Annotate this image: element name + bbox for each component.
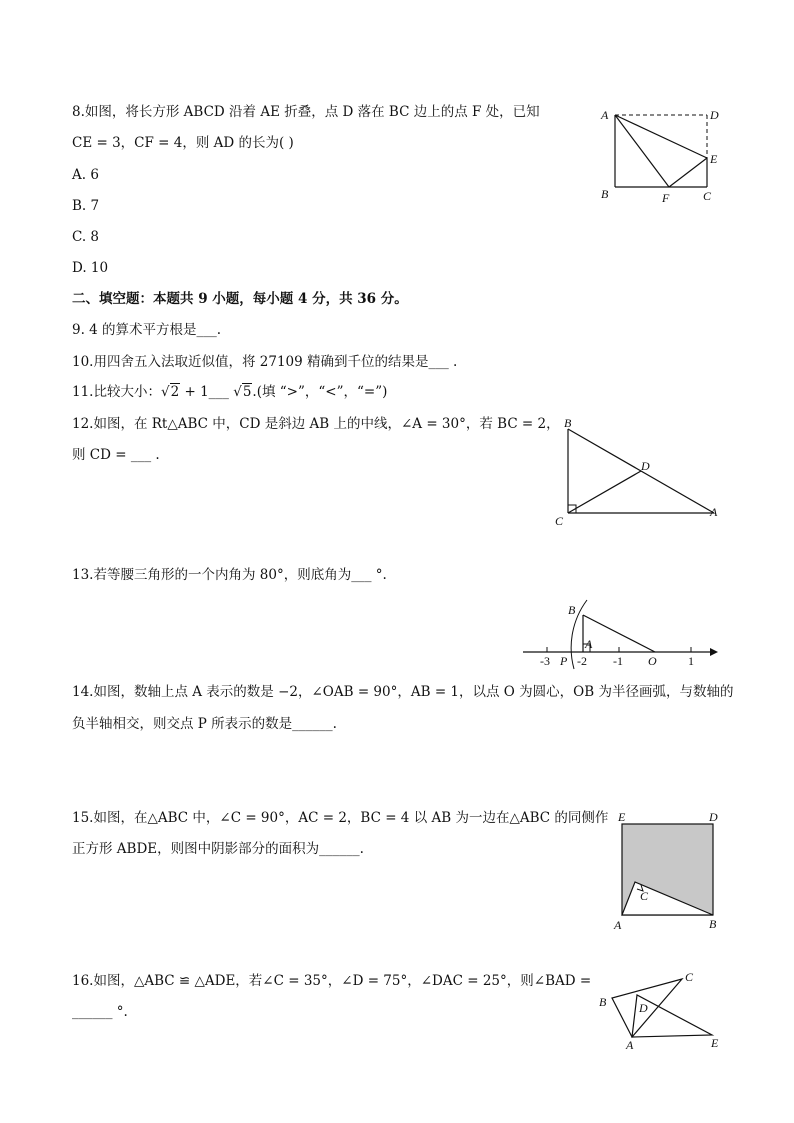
q8-label-b: B — [601, 187, 609, 201]
q16-label-a: A — [626, 1038, 634, 1052]
q8-label-a: A — [601, 108, 609, 122]
q11-mid: + 1___ — [180, 384, 234, 400]
q15-label-d: D — [709, 810, 718, 824]
q15-stem-line1: 15.如图，在△ABC 中，∠C = 90°，AC = 2，BC = 4 以 AB 为一边在△ABC 的同侧作 — [72, 810, 609, 826]
q14-tick-minus3: -3 — [540, 654, 550, 668]
q14-tick-minus1: -1 — [613, 654, 623, 668]
q12-label-d: D — [641, 459, 650, 473]
q11-prefix: 11.比较大小： — [72, 384, 161, 400]
q9-stem: 9. 4 的算术平方根是___. — [72, 322, 222, 338]
q15-label-e: E — [618, 810, 626, 824]
q10-stem: 10.用四舍五入法取近似值，将 27109 精确到千位的结果是___ . — [72, 354, 458, 370]
q15-label-c: C — [640, 889, 649, 903]
q11-stem — [72, 383, 387, 401]
q8-stem-line2: CE = 3，CF = 4，则 AD 的长为( ) — [72, 135, 294, 151]
q8-stem-line1: 8.如图，将长方形 ABCD 沿着 AE 折叠，点 D 落在 BC 边上的点 F 处，已知 — [72, 104, 540, 120]
q14-tick-minus2: -2 — [577, 654, 587, 668]
section-title-fill-in: 二、填空题：本题共 9 小题，每小题 4 分，共 36 分。 — [72, 291, 408, 307]
q12-triangle-figure — [550, 415, 730, 530]
q14-label-o: O — [648, 654, 657, 668]
q12-label-a: A — [710, 505, 718, 519]
q11-sqrt-b: √5 — [233, 384, 252, 400]
q8-label-e: E — [710, 152, 718, 166]
q8-option-d: D. 10 — [72, 260, 109, 276]
q14-stem-line2: 负半轴相交，则交点 P 所表示的数是______. — [72, 716, 337, 732]
q14-label-p: P — [560, 654, 568, 668]
q8-rectangle-figure — [595, 105, 730, 205]
q16-congruent-triangles-figure — [595, 965, 730, 1055]
q14-number-line-figure — [518, 595, 723, 670]
q15-label-b: B — [709, 917, 717, 931]
q8-label-c: C — [703, 189, 712, 203]
q12-stem-line1: 12.如图，在 Rt△ABC 中，CD 是斜边 AB 上的中线，∠A = 30°，若 BC = 2， — [72, 416, 560, 432]
q14-stem-line1: 14.如图，数轴上点 A 表示的数是 −2，∠OAB = 90°，AB = 1，以点 O 为圆心，OB 为半径画弧，与数轴的 — [72, 684, 734, 700]
q16-label-d: D — [639, 1001, 648, 1015]
q11-suffix: .(填 “>”，“<”，“=”) — [252, 384, 388, 400]
q15-label-a: A — [614, 918, 622, 932]
q8-option-b: B. 7 — [72, 198, 100, 214]
q8-option-c: C. 8 — [72, 229, 100, 245]
q15-stem-line2: 正方形 ABDE，则图中阴影部分的面积为______. — [72, 841, 364, 857]
q15-square-figure — [610, 810, 725, 935]
q16-label-e: E — [711, 1036, 719, 1050]
q11-sqrt-a: √2 — [160, 384, 180, 400]
q12-label-c: C — [555, 514, 564, 528]
q14-label-a: A — [585, 637, 593, 651]
q8-label-d: D — [710, 108, 719, 122]
q16-stem-line2: ______ °. — [72, 1004, 128, 1020]
q16-stem-line1: 16.如图，△ABC ≌ △ADE，若∠C = 35°，∠D = 75°，∠DAC = 25°，则∠BAD = — [72, 973, 592, 989]
q16-label-c: C — [685, 970, 694, 984]
q13-stem: 13.若等腰三角形的一个内角为 80°，则底角为___ °. — [72, 567, 387, 583]
q16-label-b: B — [599, 995, 607, 1009]
q12-label-b: B — [564, 416, 572, 430]
q14-label-b: B — [568, 603, 576, 617]
q8-option-a: A. 6 — [72, 167, 99, 183]
q14-tick-1: 1 — [688, 654, 694, 668]
q12-stem-line2: 则 CD = ___ . — [72, 447, 160, 463]
q8-label-f: F — [662, 191, 670, 205]
